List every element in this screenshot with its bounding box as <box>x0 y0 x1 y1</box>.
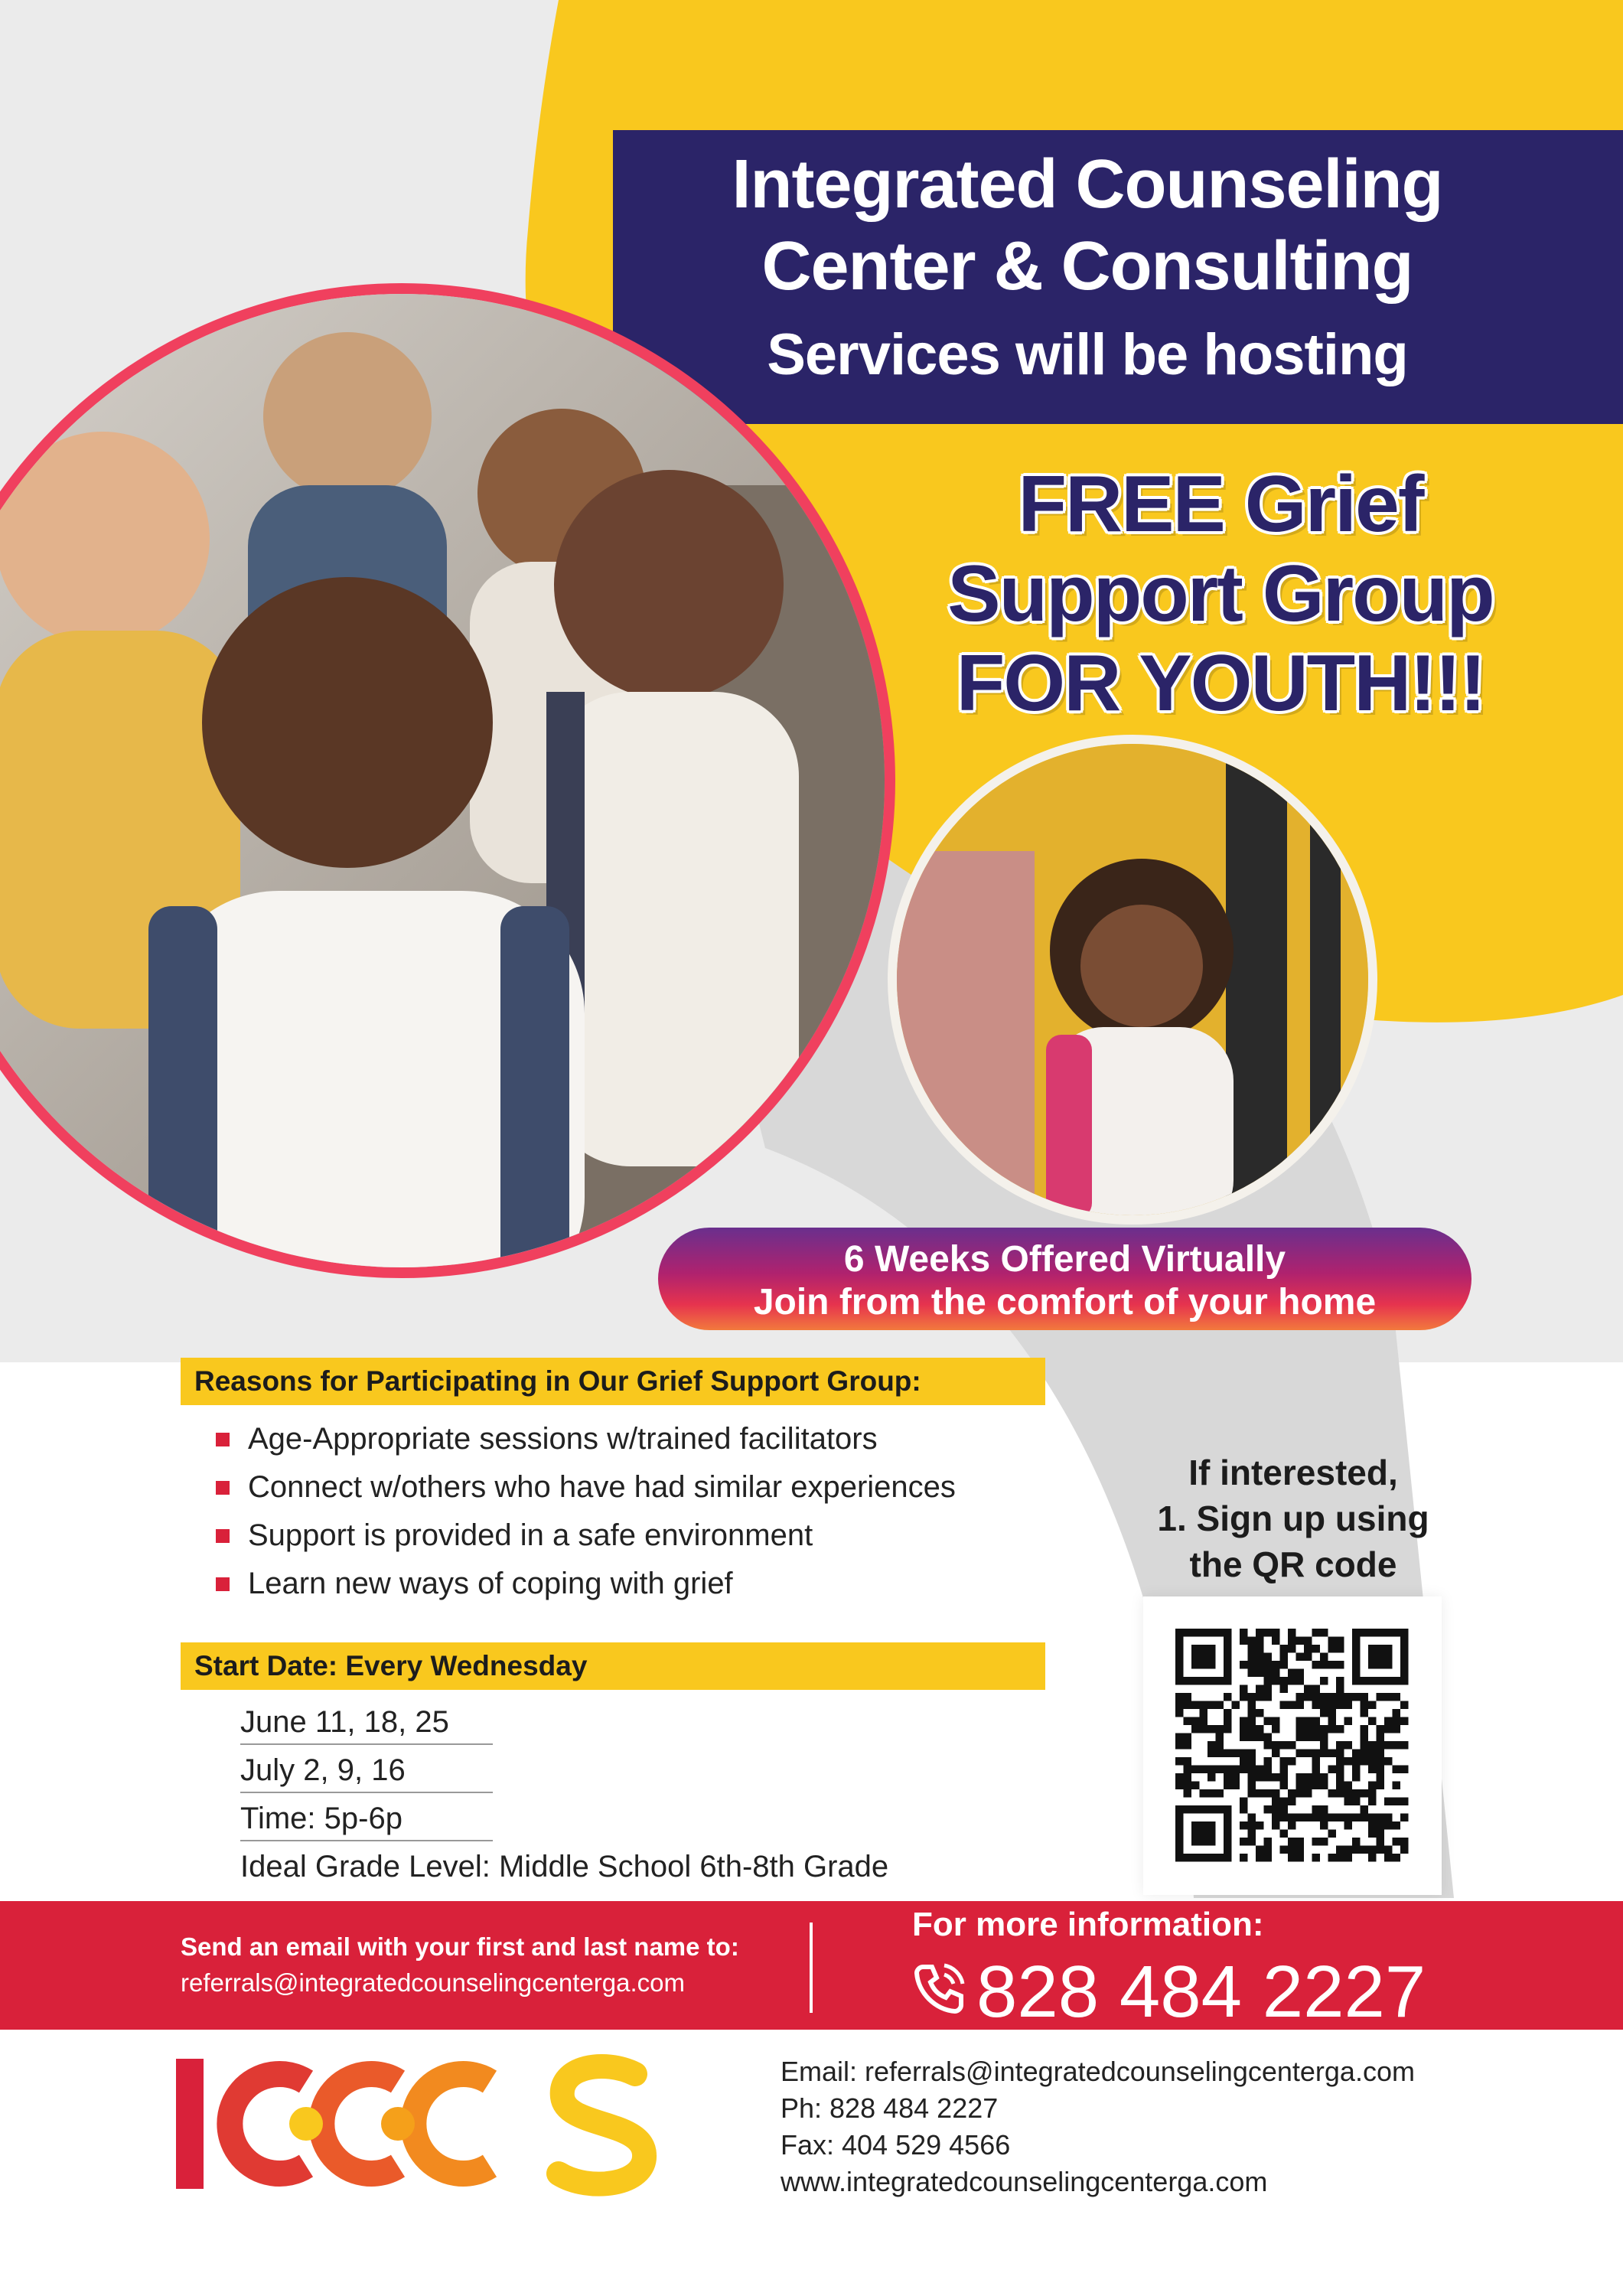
phone-number: 828 484 2227 <box>976 1951 1426 2033</box>
iccs-logo <box>176 2051 689 2197</box>
divider <box>240 1840 493 1841</box>
bullet-icon <box>216 1433 230 1446</box>
banner-line-2: Join from the comfort of your home <box>753 1282 1377 1322</box>
referral-email-link[interactable]: referrals@integratedcounselingcenterga.com <box>181 1968 686 1997</box>
header-line-1: Integrated Counseling <box>732 146 1443 223</box>
virtual-banner <box>658 1228 1471 1330</box>
schedule-heading: Start Date: Every Wednesday <box>194 1650 588 1681</box>
signup-line-3: the QR code <box>1189 1544 1397 1584</box>
schedule-line: July 2, 9, 16 <box>240 1753 406 1787</box>
email-prompt: Send an email with your first and last name to: <box>181 1932 739 1961</box>
divider <box>240 1743 493 1745</box>
signup-line-1: If interested, <box>1188 1453 1398 1492</box>
bullet-icon <box>216 1481 230 1495</box>
schedule-line: June 11, 18, 25 <box>240 1705 449 1739</box>
header-line-3: Services will be hosting <box>767 322 1408 387</box>
reasons-heading-bar <box>181 1358 1045 1405</box>
banner-line-1: 6 Weeks Offered Virtually <box>843 1239 1286 1280</box>
flyer: Integrated Counseling Center & Consulting Services will be hosting FREE Grief Support Group FOR YOUTH!!! 6 Weeks Offered Virtually Join from the comfort of your home Reasons for Participating in Our Grief Support Group: Age-Appropriate sessions w/trained facilitators Connect w/others who have had similar experiences Support is provided in a safe environment Learn new ways of coping with grief Start Date: Every Wednesday June 11, 18, 25 July 2, 9, 16 Time: 5p-6p Ideal Grade Level: Middle School 6th-8th Grade If interested, 1. Sign up using the QR code Send an email with your first and last name to: referrals@integratedcounselingcenterga.com For more information: 828 484 2227 Email: referrals@integratedcounselingcenterga.com Ph: 828 484 2227 Fax: 404 529 4566 www.integratedcounselingcenterga.com <box>0 0 1623 2296</box>
schedule-line: Time: 5p-6p <box>240 1802 402 1835</box>
divider <box>240 1792 493 1793</box>
bullet-icon <box>216 1577 230 1591</box>
girl-photo <box>888 735 1377 1225</box>
footer-email[interactable]: Email: referrals@integratedcounselingcenterga.com <box>781 2056 1415 2087</box>
reasons-heading: Reasons for Participating in Our Grief Support Group: <box>194 1365 921 1397</box>
signup-line-2: 1. Sign up using <box>1157 1499 1429 1538</box>
header-line-2: Center & Consulting <box>761 228 1413 305</box>
footer-website[interactable]: www.integratedcounselingcenterga.com <box>781 2166 1268 2197</box>
qr-code[interactable] <box>1143 1596 1442 1895</box>
phone-icon <box>912 1961 967 2016</box>
footer-fax: Fax: 404 529 4566 <box>781 2129 1011 2161</box>
schedule-heading-bar <box>181 1642 1045 1690</box>
title-line-3: FOR YOUTH!!! <box>956 639 1485 728</box>
footer-phone[interactable]: Ph: 828 484 2227 <box>781 2092 999 2124</box>
qr-code-icon <box>1143 1596 1442 1895</box>
title-line-2: Support Group <box>947 550 1494 638</box>
more-info-label: For more information: <box>912 1906 1264 1943</box>
schedule-line: Ideal Grade Level: Middle School 6th-8th Grade <box>240 1850 889 1883</box>
band-divider <box>810 1923 813 2013</box>
bullet-icon <box>216 1529 230 1543</box>
title-line-1: FREE Grief <box>1018 460 1423 549</box>
